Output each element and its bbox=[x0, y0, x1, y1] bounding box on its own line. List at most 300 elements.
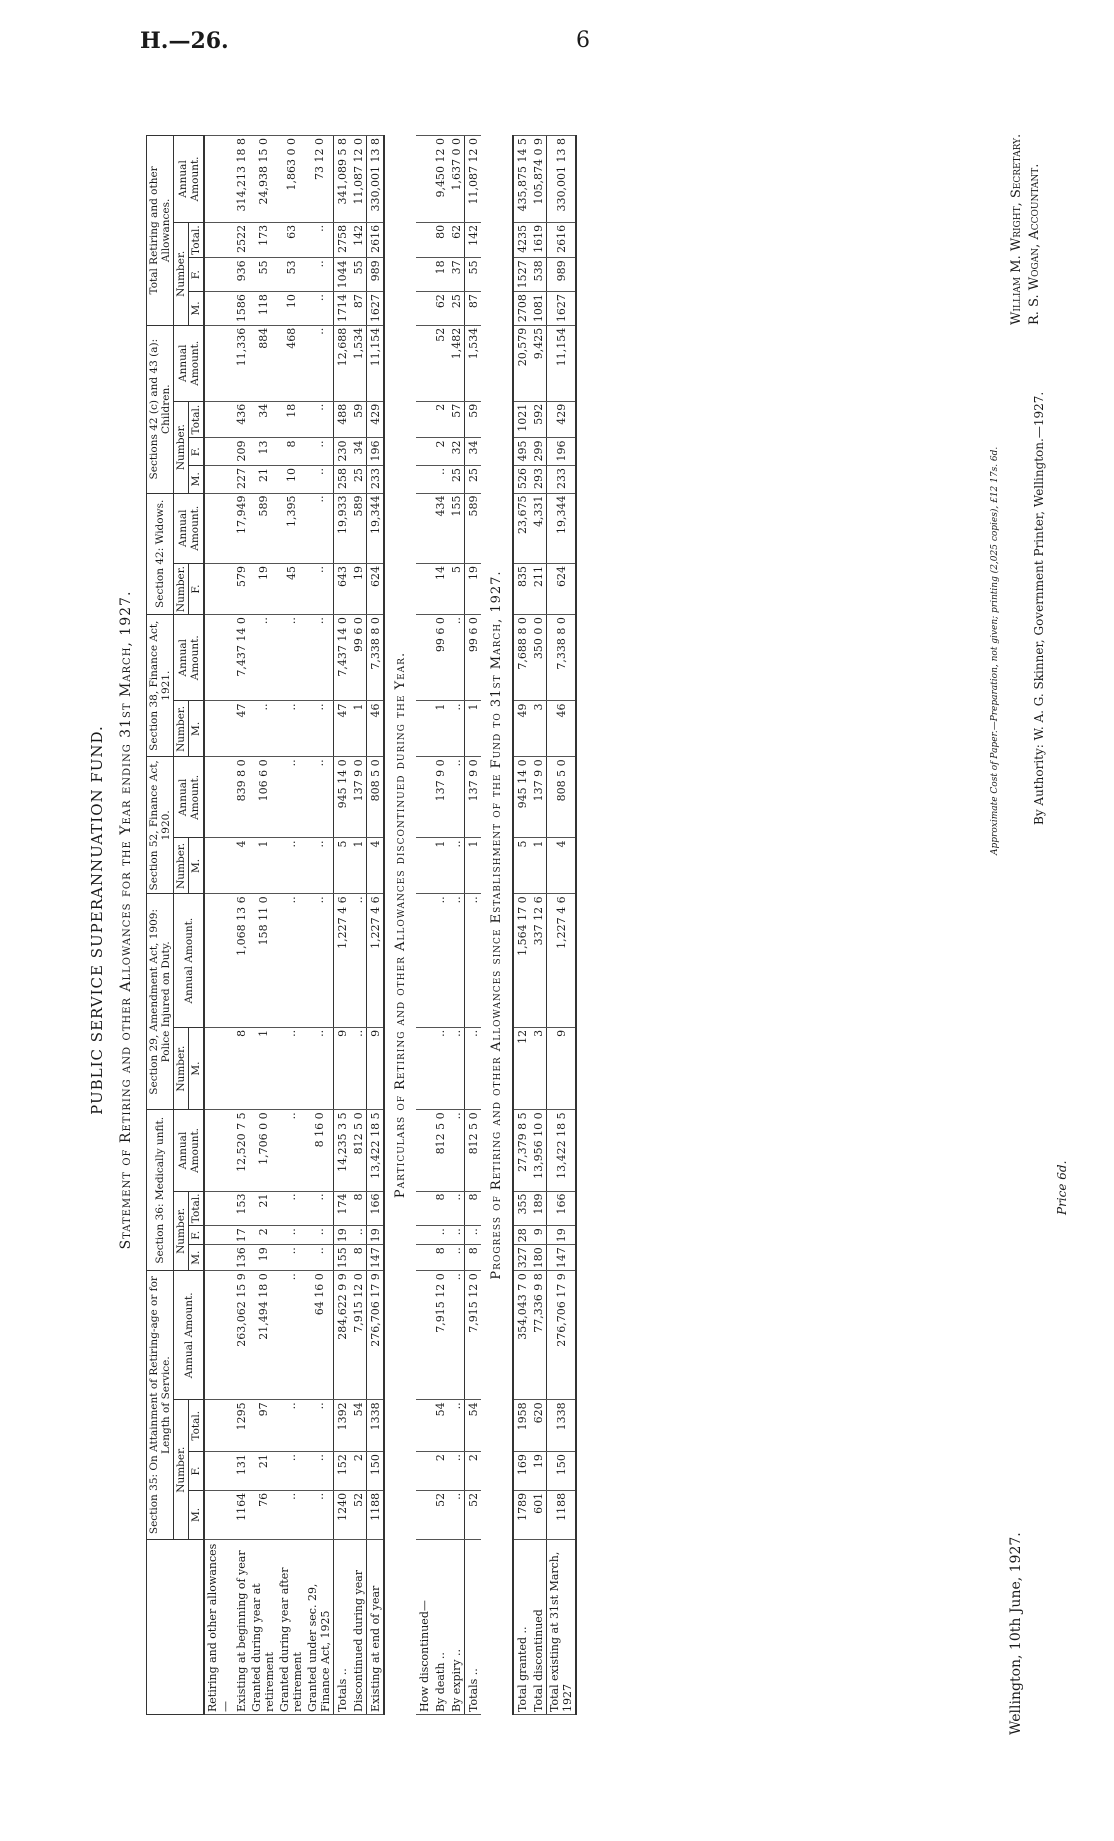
f-header: F. bbox=[189, 1226, 205, 1245]
table-cell bbox=[416, 292, 432, 326]
table-cell: 1338 bbox=[547, 1400, 577, 1452]
table-cell: 52 bbox=[350, 1490, 367, 1539]
table-cell: 13,422 18 5 bbox=[367, 1110, 385, 1191]
table-cell bbox=[204, 222, 233, 257]
table-cell: 25 bbox=[448, 466, 465, 494]
table-cell: 25 bbox=[350, 466, 367, 494]
main-rows bbox=[204, 136, 334, 1715]
table-cell: 4,331 bbox=[530, 493, 547, 564]
table-cell: .. bbox=[448, 615, 465, 701]
table-cell: 337 12 6 bbox=[530, 894, 547, 1028]
table-cell: 1627 bbox=[547, 292, 577, 326]
table-cell: 812 5 0 bbox=[465, 1110, 482, 1191]
table-cell: 173 bbox=[249, 222, 277, 257]
table-cell: 808 5 0 bbox=[367, 757, 385, 838]
table-cell bbox=[416, 1110, 432, 1191]
table-cell: 11,087 12 0 bbox=[465, 136, 482, 223]
row-label: Granted under sec. 29, Finance Act, 1925 bbox=[305, 1540, 334, 1715]
table-cell: 354,043 7 0 bbox=[513, 1271, 530, 1400]
table-cell: .. bbox=[277, 615, 305, 701]
table-cell: 25 bbox=[448, 292, 465, 326]
table-cell: 1,482 bbox=[448, 325, 465, 401]
table-cell: 150 bbox=[367, 1452, 385, 1491]
table-cell: 284,622 9 9 bbox=[334, 1271, 351, 1400]
f-header: F. bbox=[189, 1452, 205, 1491]
table-cell: 142 bbox=[465, 222, 482, 257]
table-cell: 8 bbox=[350, 1245, 367, 1271]
table-cell: 1,534 bbox=[350, 325, 367, 401]
table-cell: 5 bbox=[448, 564, 465, 615]
table-cell: 9 bbox=[334, 1027, 351, 1109]
table-cell: 2 bbox=[465, 1452, 482, 1491]
table-cell: 166 bbox=[547, 1191, 577, 1226]
table-cell: 196 bbox=[547, 438, 577, 466]
table-cell: .. bbox=[305, 466, 334, 494]
table-cell: 1,227 4 6 bbox=[367, 894, 385, 1028]
table-cell: .. bbox=[305, 222, 334, 257]
table-cell: 7,338 8 0 bbox=[547, 615, 577, 701]
table-cell bbox=[204, 838, 233, 894]
table-cell: 137 9 0 bbox=[350, 757, 367, 838]
table-cell bbox=[416, 401, 432, 438]
table-cell: .. bbox=[305, 1245, 334, 1271]
table-cell: 54 bbox=[350, 1400, 367, 1452]
table-cell: 174 bbox=[334, 1191, 351, 1226]
table-cell: 2 bbox=[432, 401, 448, 438]
table-cell: 7,437 14 0 bbox=[233, 615, 249, 701]
table-cell bbox=[416, 466, 432, 494]
table-cell: 9 bbox=[367, 1027, 385, 1109]
number-header: Number. bbox=[174, 564, 189, 615]
table-cell: 158 11 0 bbox=[249, 894, 277, 1028]
table-cell: 276,706 17 9 bbox=[367, 1271, 385, 1400]
table-cell: 589 bbox=[249, 493, 277, 564]
row-label: Retiring and other allowances— bbox=[204, 1540, 233, 1715]
table-cell: .. bbox=[448, 701, 465, 757]
table-cell: .. bbox=[277, 1452, 305, 1491]
table-cell: 592 bbox=[530, 401, 547, 438]
table-cell: 350 0 0 bbox=[530, 615, 547, 701]
signatures bbox=[1008, 134, 1044, 325]
table-cell: .. bbox=[277, 1245, 305, 1271]
table-cell: 945 14 0 bbox=[513, 757, 530, 838]
table-cell: .. bbox=[448, 1271, 465, 1400]
table-cell: 839 8 0 bbox=[233, 757, 249, 838]
table-cell: 99 6 0 bbox=[465, 615, 482, 701]
table-row bbox=[305, 136, 334, 1715]
table-cell: 1 bbox=[530, 838, 547, 894]
table-cell: 209 bbox=[233, 438, 249, 466]
table-cell: .. bbox=[277, 1191, 305, 1226]
table-cell: 155 bbox=[448, 493, 465, 564]
discontinued-rows bbox=[416, 136, 481, 1715]
table-row bbox=[513, 136, 530, 1715]
table-cell: 47 bbox=[334, 701, 351, 757]
table-cell: .. bbox=[350, 1226, 367, 1245]
table-cell: 538 bbox=[530, 258, 547, 292]
table-cell: 10 bbox=[277, 466, 305, 494]
table-cell: 1,395 bbox=[277, 493, 305, 564]
table-cell: 180 bbox=[530, 1245, 547, 1271]
table-cell: 19,344 bbox=[367, 493, 385, 564]
table-cell bbox=[204, 1027, 233, 1109]
table-cell: 32 bbox=[448, 438, 465, 466]
table-cell: 37 bbox=[448, 258, 465, 292]
annual-header: Annual Amount. bbox=[174, 325, 205, 401]
annual-header: Annual Amount. bbox=[174, 493, 205, 564]
table-cell: 7,437 14 0 bbox=[334, 615, 351, 701]
table-cell: 488 bbox=[334, 401, 351, 438]
authority-note: By Authority: W. A. G. Skinner, Government Printer, Wellington.—1927. bbox=[1032, 391, 1046, 825]
table-cell: 17,949 bbox=[233, 493, 249, 564]
table-cell: 23,675 bbox=[513, 493, 530, 564]
table-cell: 34 bbox=[465, 438, 482, 466]
page-content bbox=[70, 35, 1080, 1805]
number-header: Number. bbox=[174, 401, 189, 493]
table-cell: 52 bbox=[432, 325, 448, 401]
table-cell: .. bbox=[305, 325, 334, 401]
annual-header: Annual Amount. bbox=[174, 136, 205, 223]
table-cell: 5 bbox=[513, 838, 530, 894]
table-cell: .. bbox=[448, 1490, 465, 1539]
table-cell: 25 bbox=[465, 466, 482, 494]
table-cell: 1081 bbox=[530, 292, 547, 326]
table-cell bbox=[416, 1245, 432, 1271]
s52-header: Section 52, Finance Act, 1920. bbox=[147, 757, 174, 894]
table-row bbox=[416, 136, 432, 1715]
table-cell: 8 bbox=[432, 1245, 448, 1271]
table-cell: 52 bbox=[432, 1490, 448, 1539]
table-cell: 19 bbox=[334, 1226, 351, 1245]
table-cell: .. bbox=[432, 1027, 448, 1109]
table-cell: .. bbox=[448, 757, 465, 838]
table-cell: 526 bbox=[513, 466, 530, 494]
row-label: Total granted .. bbox=[513, 1540, 530, 1715]
annual-header: Annual Amount. bbox=[174, 757, 205, 838]
table-cell: 1,227 4 6 bbox=[547, 894, 577, 1028]
table-cell: 99 6 0 bbox=[432, 615, 448, 701]
table-cell: 63 bbox=[277, 222, 305, 257]
table-cell: 1619 bbox=[530, 222, 547, 257]
table-cell: .. bbox=[448, 1027, 465, 1109]
table-cell: 2522 bbox=[233, 222, 249, 257]
table-cell: 21 bbox=[249, 1191, 277, 1226]
table-cell: 11,336 bbox=[233, 325, 249, 401]
table-row bbox=[204, 136, 233, 1715]
table-cell: .. bbox=[305, 757, 334, 838]
table-cell: .. bbox=[305, 564, 334, 615]
number-header: Number. bbox=[174, 1400, 189, 1540]
table-cell: 19 bbox=[350, 564, 367, 615]
table-cell: 8 bbox=[350, 1191, 367, 1226]
table-cell: 155 bbox=[334, 1245, 351, 1271]
row-label: Granted during year after retirement bbox=[277, 1540, 305, 1715]
table-cell: .. bbox=[277, 701, 305, 757]
annual-header: Annual Amount. bbox=[174, 615, 205, 701]
table-cell: 147 bbox=[547, 1245, 577, 1271]
total-col-header: Total. bbox=[189, 1400, 205, 1452]
table-cell: 1,564 17 0 bbox=[513, 894, 530, 1028]
m-header: M. bbox=[189, 1245, 205, 1271]
table-cell: .. bbox=[277, 757, 305, 838]
table-cell: 1789 bbox=[513, 1490, 530, 1539]
table-cell: 1,637 0 0 bbox=[448, 136, 465, 223]
table-cell: 1714 bbox=[334, 292, 351, 326]
number-header: Number. bbox=[174, 838, 189, 894]
table-cell: .. bbox=[305, 438, 334, 466]
f-header: F. bbox=[189, 564, 205, 615]
table-cell: 27,379 8 5 bbox=[513, 1110, 530, 1191]
table-cell: 1586 bbox=[233, 292, 249, 326]
table-cell: .. bbox=[277, 838, 305, 894]
table-cell: 624 bbox=[367, 564, 385, 615]
table-cell: .. bbox=[432, 466, 448, 494]
table-cell: 468 bbox=[277, 325, 305, 401]
row-label: By expiry .. bbox=[448, 1540, 465, 1715]
table-cell: .. bbox=[350, 1027, 367, 1109]
table-cell: 9,425 bbox=[530, 325, 547, 401]
table-cell: 1,706 0 0 bbox=[249, 1110, 277, 1191]
table-cell: .. bbox=[277, 1027, 305, 1109]
table-cell: 233 bbox=[547, 466, 577, 494]
table-cell: .. bbox=[448, 838, 465, 894]
table-cell: 1021 bbox=[513, 401, 530, 438]
page-number: 6 bbox=[576, 28, 590, 53]
table-cell: .. bbox=[350, 894, 367, 1028]
table-cell: 1164 bbox=[233, 1490, 249, 1539]
number-header: Number. bbox=[174, 1027, 189, 1109]
table-cell: 55 bbox=[465, 258, 482, 292]
table-cell bbox=[204, 615, 233, 701]
table-cell: .. bbox=[305, 292, 334, 326]
table-cell: 18 bbox=[432, 258, 448, 292]
table-cell: 34 bbox=[249, 401, 277, 438]
table-cell: 8 bbox=[277, 438, 305, 466]
table-row bbox=[249, 136, 277, 1715]
table-cell: .. bbox=[305, 258, 334, 292]
table-cell: 19 bbox=[530, 1452, 547, 1491]
table-cell bbox=[204, 438, 233, 466]
total-col-header: Total. bbox=[189, 222, 205, 257]
table-cell: 46 bbox=[547, 701, 577, 757]
table-cell: 8 bbox=[233, 1027, 249, 1109]
signatory-accountant: R. S. Wogan, Accountant. bbox=[1027, 163, 1042, 325]
table-cell: .. bbox=[305, 701, 334, 757]
table-cell: 2 bbox=[432, 438, 448, 466]
s38-header: Section 38, Finance Act, 1921. bbox=[147, 615, 174, 757]
table-cell: 8 bbox=[465, 1191, 482, 1226]
table-cell: .. bbox=[465, 1027, 482, 1109]
table-cell: 601 bbox=[530, 1490, 547, 1539]
table-cell: .. bbox=[305, 1400, 334, 1452]
table-cell: 7,915 12 0 bbox=[465, 1271, 482, 1400]
table-cell bbox=[204, 1452, 233, 1491]
table-cell: 579 bbox=[233, 564, 249, 615]
table-cell: 12,520 7 5 bbox=[233, 1110, 249, 1191]
s42c-header: Sections 42 (c) and 43 (a): Children. bbox=[147, 325, 174, 493]
m-header: M. bbox=[189, 1490, 205, 1539]
table-row bbox=[277, 136, 305, 1715]
table-cell: 137 9 0 bbox=[465, 757, 482, 838]
table-cell: 1 bbox=[465, 838, 482, 894]
table-cell: 12 bbox=[513, 1027, 530, 1109]
table-cell: 106 6 0 bbox=[249, 757, 277, 838]
table-cell bbox=[204, 1271, 233, 1400]
row-label: Granted during year at retirement bbox=[249, 1540, 277, 1715]
row-label: Existing at beginning of year bbox=[233, 1540, 249, 1715]
table-cell: .. bbox=[277, 1490, 305, 1539]
table-cell: .. bbox=[277, 1271, 305, 1400]
table-cell: 1240 bbox=[334, 1490, 351, 1539]
page-reference: H.—26. bbox=[140, 28, 229, 54]
number-header: Number. bbox=[174, 222, 189, 325]
table-cell: 330,001 13 8 bbox=[367, 136, 385, 223]
table-cell: .. bbox=[305, 1191, 334, 1226]
table-cell: 5 bbox=[334, 838, 351, 894]
table-cell bbox=[416, 1490, 432, 1539]
table-cell: 434 bbox=[432, 493, 448, 564]
table-cell: .. bbox=[277, 1226, 305, 1245]
table-cell: 49 bbox=[513, 701, 530, 757]
total-col-header: Total. bbox=[189, 1191, 205, 1226]
table-cell: 153 bbox=[233, 1191, 249, 1226]
table-cell: .. bbox=[249, 615, 277, 701]
table-cell bbox=[416, 258, 432, 292]
table-cell bbox=[416, 1226, 432, 1245]
table-cell: 643 bbox=[334, 564, 351, 615]
table-cell: 7,688 8 0 bbox=[513, 615, 530, 701]
s35-header: Section 35: On Attainment of Retiring-age or for Length of Service. bbox=[147, 1271, 174, 1540]
table-cell: 1 bbox=[465, 701, 482, 757]
table-cell: 1,534 bbox=[465, 325, 482, 401]
m-header: M. bbox=[189, 838, 205, 894]
table-cell: 2616 bbox=[367, 222, 385, 257]
table-cell: 263,062 15 9 bbox=[233, 1271, 249, 1400]
table-cell: 936 bbox=[233, 258, 249, 292]
table-cell: 1,863 0 0 bbox=[277, 136, 305, 223]
table-cell: 9 bbox=[530, 1226, 547, 1245]
table-cell bbox=[416, 1452, 432, 1491]
table-cell: .. bbox=[448, 1400, 465, 1452]
table-cell: 54 bbox=[465, 1400, 482, 1452]
f-header: F. bbox=[189, 258, 205, 292]
table-cell: 21,494 18 0 bbox=[249, 1271, 277, 1400]
table-cell: 341,089 5 8 bbox=[334, 136, 351, 223]
table-cell: 1295 bbox=[233, 1400, 249, 1452]
table-cell: 147 bbox=[367, 1245, 385, 1271]
table-cell: 54 bbox=[432, 1400, 448, 1452]
table-cell: 19,933 bbox=[334, 493, 351, 564]
table-cell: 59 bbox=[465, 401, 482, 438]
table-row bbox=[367, 136, 385, 1715]
table-cell bbox=[416, 325, 432, 401]
table-cell: .. bbox=[277, 1400, 305, 1452]
table-cell: 230 bbox=[334, 438, 351, 466]
table-cell: 47 bbox=[233, 701, 249, 757]
table-cell: 812 5 0 bbox=[432, 1110, 448, 1191]
s36-header: Section 36: Medically unfit. bbox=[147, 1110, 174, 1271]
table-cell: 1 bbox=[249, 838, 277, 894]
table-row bbox=[350, 136, 367, 1715]
f-header: F. bbox=[189, 438, 205, 466]
table-cell: 2758 bbox=[334, 222, 351, 257]
table-cell: 2 bbox=[432, 1452, 448, 1491]
total-header: Total Retiring and other Allowances. bbox=[147, 136, 174, 326]
section2-caption bbox=[384, 136, 416, 1715]
table-cell: 59 bbox=[350, 401, 367, 438]
section3-title: Progress of Retiring and other Allowances since Establishment of the Fund to 31st March, 1927. bbox=[489, 570, 504, 1280]
table-cell: 589 bbox=[350, 493, 367, 564]
total-col-header: Total. bbox=[189, 401, 205, 438]
table-cell: 1627 bbox=[367, 292, 385, 326]
table-cell: 330,001 13 8 bbox=[547, 136, 577, 223]
table-cell: 11,154 bbox=[367, 325, 385, 401]
table-cell: 8 16 0 bbox=[305, 1110, 334, 1191]
table-cell bbox=[204, 1400, 233, 1452]
row-label: How discontinued— bbox=[416, 1540, 432, 1715]
table-cell bbox=[204, 136, 233, 223]
table-cell: 989 bbox=[367, 258, 385, 292]
table-row bbox=[334, 136, 351, 1715]
table-cell bbox=[416, 1027, 432, 1109]
table-cell: 118 bbox=[249, 292, 277, 326]
table-cell bbox=[204, 1191, 233, 1226]
table-cell bbox=[204, 466, 233, 494]
table-cell: 429 bbox=[547, 401, 577, 438]
table-cell: 1338 bbox=[367, 1400, 385, 1452]
table-cell bbox=[204, 292, 233, 326]
totals-rows bbox=[334, 136, 385, 1715]
table-cell: 2 bbox=[249, 1226, 277, 1245]
table-cell: 21 bbox=[249, 466, 277, 494]
table-cell bbox=[416, 222, 432, 257]
table-cell: 1,068 13 6 bbox=[233, 894, 249, 1028]
table-cell: 429 bbox=[367, 401, 385, 438]
table-cell: 7,338 8 0 bbox=[367, 615, 385, 701]
table-cell: 9,450 12 0 bbox=[432, 136, 448, 223]
table-cell: 9 bbox=[547, 1027, 577, 1109]
table-cell bbox=[416, 493, 432, 564]
table-cell: .. bbox=[305, 1490, 334, 1539]
table-cell: 45 bbox=[277, 564, 305, 615]
table-cell: 13,956 10 0 bbox=[530, 1110, 547, 1191]
table-row bbox=[530, 136, 547, 1715]
table-cell: 4 bbox=[547, 838, 577, 894]
table-cell: .. bbox=[249, 701, 277, 757]
table-cell: 19 bbox=[465, 564, 482, 615]
table-cell bbox=[204, 757, 233, 838]
table-cell: 62 bbox=[432, 292, 448, 326]
annual-header: Annual Amount. bbox=[174, 1110, 205, 1191]
table-cell: 55 bbox=[350, 258, 367, 292]
table-cell: 169 bbox=[513, 1452, 530, 1491]
table-cell: 812 5 0 bbox=[350, 1110, 367, 1191]
table-cell: 150 bbox=[547, 1452, 577, 1491]
table-cell: 21 bbox=[249, 1452, 277, 1491]
table-cell bbox=[416, 1400, 432, 1452]
table-cell: 299 bbox=[530, 438, 547, 466]
table-cell: 1392 bbox=[334, 1400, 351, 1452]
row-label: Total discontinued bbox=[530, 1540, 547, 1715]
table-cell: 62 bbox=[448, 222, 465, 257]
table-cell bbox=[416, 838, 432, 894]
table-cell: 19 bbox=[249, 1245, 277, 1271]
table-cell bbox=[204, 325, 233, 401]
table-cell: .. bbox=[305, 894, 334, 1028]
table-cell: 19 bbox=[367, 1226, 385, 1245]
annual-header: Annual Amount. bbox=[174, 1271, 205, 1400]
table-cell bbox=[204, 493, 233, 564]
